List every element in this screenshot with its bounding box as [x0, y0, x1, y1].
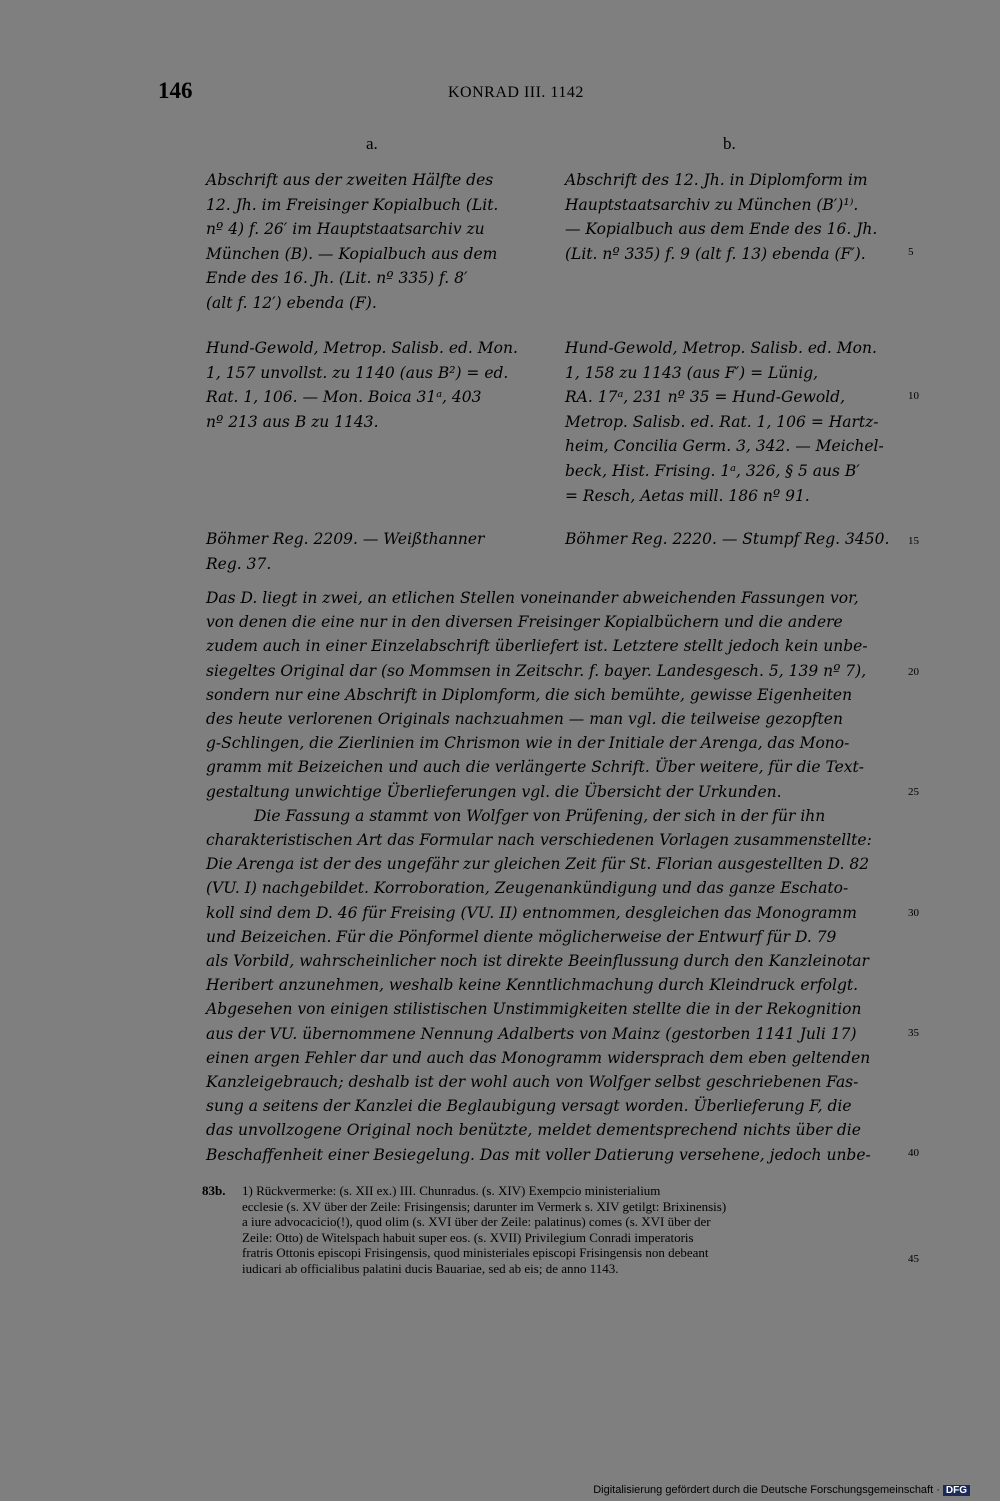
line-number: 30 [908, 907, 919, 919]
text-line: und Beizeichen. Für die Pönformel diente möglicherweise der Entwurf für D. 79 [206, 927, 837, 946]
text-line: Abgesehen von einigen stilistischen Unstimmigkeiten stellte die in der Rekognition [206, 1000, 862, 1019]
column-b-editions [565, 336, 899, 508]
text-line: = Resch, Aetas mill. 186 nº 91. [565, 486, 810, 505]
text-line: Abschrift des 12. Jh. in Diplomform im [565, 171, 868, 189]
text-line: sondern nur eine Abschrift in Diplomform, die sich bemühte, gewisse Eigenheiten [206, 685, 853, 704]
dfg-logo: DFG [943, 1485, 970, 1496]
footnote-line: fratris Ottonis episcopi Frisingensis, quod ministeriales episcopi Frisingensis non debeant [242, 1245, 709, 1261]
line-number: 5 [908, 246, 914, 258]
text-line: charakteristischen Art das Formular nach verschiedenen Vorlagen zusammenstellte: [206, 831, 872, 850]
text-line: nº 4) f. 26′ im Hauptstaatsarchiv zu [206, 220, 485, 239]
column-b-tradition [565, 168, 899, 266]
column-a-editions [206, 336, 541, 434]
text-line: — Kopialbuch aus dem Ende des 16. Jh. [565, 220, 878, 239]
line-number: 40 [908, 1147, 919, 1159]
text-line: Hund-Gewold, Metrop. Salisb. ed. Mon. [206, 339, 518, 357]
credit-text: Digitalisierung gefördert durch die Deutsche Forschungsgemeinschaft · [593, 1484, 940, 1496]
text-line: Die Arenga ist der des ungefähr zur gleichen Zeit für St. Florian ausgestellten D. 82 [206, 855, 870, 874]
text-line: Beschaffenheit einer Besiegelung. Das mit voller Datierung versehene, jedoch unbe- [206, 1145, 871, 1164]
line-number: 10 [908, 390, 919, 402]
text-line: (Lit. nº 335) f. 9 (alt f. 13) ebenda (F′). [565, 244, 866, 263]
text-line: (VU. I) nachgebildet. Korroboration, Zeugenankündigung und das ganze Eschato- [206, 879, 849, 898]
text-line: Die Fassung a stammt von Wolfger von Prüfening, der sich in der für ihn [254, 806, 826, 825]
line-number: 20 [908, 666, 919, 678]
footnote-line: ecclesie (s. XV über der Zeile: Frisingensis; darunter im Vermerk s. XIV getilgt: Brixinensis) [242, 1198, 727, 1214]
footnote-line: 1) Rückvermerke: (s. XII ex.) III. Chunradus. (s. XIV) Exempcio ministerialium [242, 1183, 661, 1198]
text-line: Das D. liegt in zwei, an etlichen Stellen voneinander abweichenden Fassungen vor, [206, 589, 859, 607]
text-line: zudem auch in einer Einzelabschrift überliefert ist. Letztere stellt jedoch kein unbe- [206, 637, 868, 656]
text-line: Hauptstaatsarchiv zu München (B′)¹⁾. [565, 195, 859, 214]
running-head: KONRAD III. 1142 [448, 84, 584, 101]
text-line: gestaltung unwichtige Überlieferungen vgl. die Übersicht der Urkunden. [206, 782, 782, 801]
text-line: Ende des 16. Jh. (Lit. nº 335) f. 8′ [206, 269, 468, 288]
line-number: 35 [908, 1027, 919, 1039]
text-line: Hund-Gewold, Metrop. Salisb. ed. Mon. [565, 339, 877, 357]
text-line: gramm mit Beizeichen und auch die verlängerte Schrift. Über weitere, für die Text- [206, 758, 864, 777]
text-line: sung a seitens der Kanzlei die Beglaubigung versagt worden. Überlieferung F, die [206, 1097, 852, 1116]
footnote-number: 83b. [202, 1183, 226, 1198]
text-line: beck, Hist. Frising. 1ᵃ, 326, § 5 aus B′ [565, 461, 860, 480]
column-b-label: b. [723, 134, 736, 153]
text-line: Reg. 37. [206, 554, 272, 573]
line-number: 15 [908, 535, 919, 547]
text-line: als Vorbild, wahrscheinlicher noch ist direkte Beeinflussung durch den Kanzleinotar [206, 952, 869, 971]
page-number: 146 [158, 78, 193, 103]
text-line: 1, 158 zu 1143 (aus F′) = Lünig, [565, 363, 819, 382]
text-line: von denen die eine nur in den diversen Freisinger Kopialbüchern und die andere [206, 613, 843, 632]
column-b-regesta [565, 527, 899, 552]
text-line: Abschrift aus der zweiten Hälfte des [206, 171, 494, 189]
commentary-paragraph [206, 586, 900, 1167]
line-number: 45 [908, 1253, 919, 1265]
text-line: München (B). — Kopialbuch aus dem [206, 244, 498, 263]
text-line: Rat. 1, 106. — Mon. Boica 31ᵃ, 403 [206, 388, 482, 407]
text-line: Heribert anzunehmen, weshalb keine Kenntlichmachung durch Kleindruck erfolgt. [206, 976, 859, 995]
text-line: Kanzleigebrauch; deshalb ist der wohl auch von Wolfger selbst geschriebenen Fas- [206, 1073, 859, 1092]
text-line: 1, 157 unvollst. zu 1140 (aus B²) = ed. [206, 363, 509, 382]
text-line: 12. Jh. im Freisinger Kopialbuch (Lit. [206, 195, 499, 214]
line-number: 25 [908, 786, 919, 798]
text-line: heim, Concilia Germ. 3, 342. — Meichel- [565, 437, 884, 456]
text-line: koll sind dem D. 46 für Freising (VU. II) entnommen, desgleichen das Monogramm [206, 903, 857, 922]
column-a-regesta [206, 527, 541, 576]
text-line: g-Schlingen, die Zierlinien im Chrismon wie in der Initiale der Arenga, das Mono- [206, 734, 850, 753]
text-line: des heute verlorenen Originals nachzuahmen — man vgl. die teilweise gezopften [206, 710, 843, 729]
footnote [202, 1183, 902, 1277]
column-a-label: a. [366, 134, 378, 153]
text-line: Böhmer Reg. 2220. — Stumpf Reg. 3450. [565, 530, 890, 548]
text-line: RA. 17ᵃ, 231 nº 35 = Hund-Gewold, [565, 388, 845, 407]
text-line: siegeltes Original dar (so Mommsen in Zeitschr. f. bayer. Landesgesch. 5, 139 nº 7), [206, 661, 867, 680]
text-line: Metrop. Salisb. ed. Rat. 1, 106 = Hartz- [565, 412, 879, 431]
text-line: das unvollzogene Original noch benützte, meldet dementsprechend nichts über die [206, 1121, 861, 1140]
footnote-line: Zeile: Otto) de Witelspach habuit super eos. (s. XVII) Privilegium Conradi imperatoris [242, 1229, 694, 1245]
column-a-tradition [206, 168, 541, 316]
footnote-line: a iure advocacicio(!), quod olim (s. XVI über der Zeile: palatinus) comes (s. XVI über der [242, 1214, 711, 1230]
text-line: (alt f. 12′) ebenda (F). [206, 293, 377, 312]
footnote-line: iudicari ab officialibus palatini ducis Bauariae, sed ab eis; de anno 1143. [242, 1260, 619, 1276]
digitization-credit [593, 1484, 970, 1496]
text-line: Böhmer Reg. 2209. — Weißthanner [206, 530, 485, 548]
text-line: einen argen Fehler dar und auch das Monogramm widersprach dem eben geltenden [206, 1048, 871, 1067]
text-line: aus der VU. übernommene Nennung Adalberts von Mainz (gestorben 1141 Juli 17) [206, 1024, 857, 1043]
text-line: nº 213 aus B zu 1143. [206, 412, 379, 431]
